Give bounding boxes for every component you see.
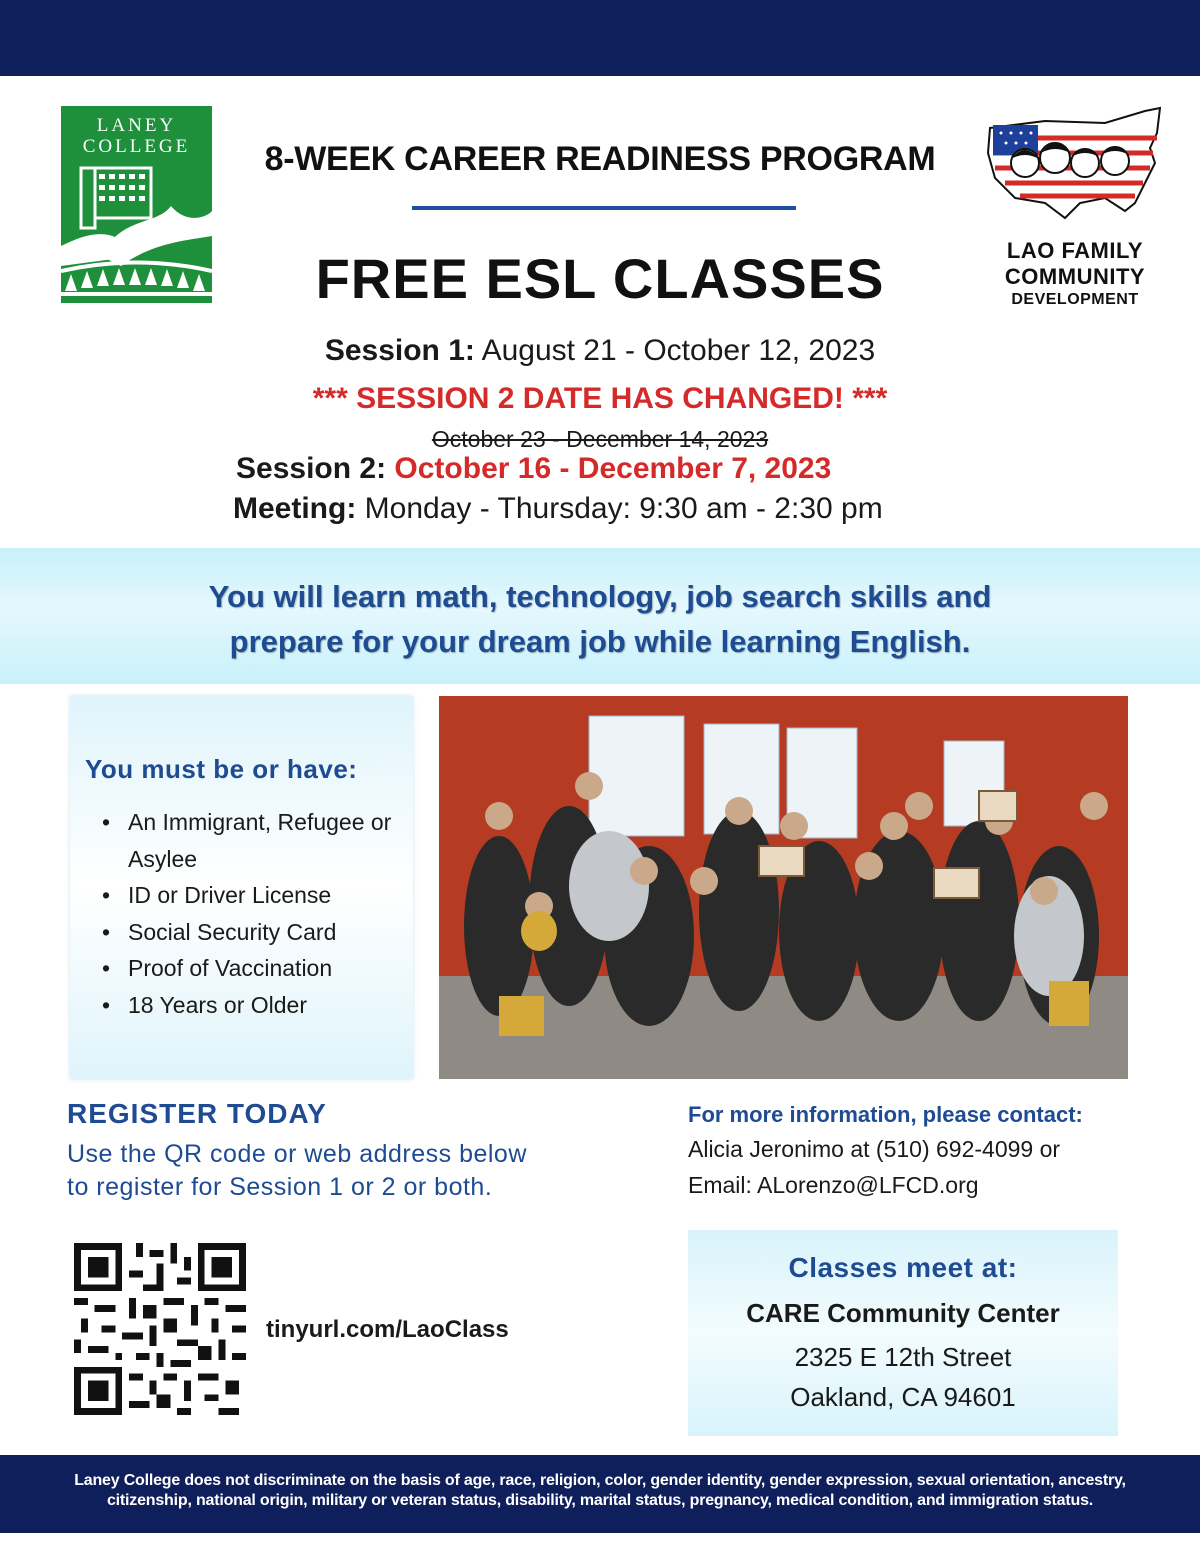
- contact-email[interactable]: Email: ALorenzo@LFCD.org: [688, 1172, 979, 1198]
- session2-change-notice: *** SESSION 2 DATE HAS CHANGED! ***: [312, 382, 888, 415]
- top-bar: [0, 0, 1200, 76]
- session2-dates: October 16 - December 7, 2023: [394, 452, 832, 485]
- banner-line2: prepare for your dream job while learning English.: [229, 624, 971, 659]
- session1-line: [0, 334, 1200, 368]
- session2-line: [236, 452, 831, 486]
- title-divider: [412, 206, 796, 210]
- register-line2: to register for Session 1 or 2 or both.: [67, 1173, 493, 1201]
- banner-line1: You will learn math, technology, job search skills and: [208, 579, 992, 614]
- meeting-time: Monday - Thursday: 9:30 am - 2:30 pm: [364, 492, 883, 525]
- register-instructions: [67, 1138, 627, 1204]
- location-name: CARE Community Center: [746, 1298, 1060, 1328]
- session1-dates: August 21 - October 12, 2023: [481, 334, 876, 367]
- location-city: Oakland, CA 94601: [790, 1382, 1016, 1412]
- laney-building-icon: [61, 106, 212, 303]
- meeting-line: [233, 492, 883, 526]
- banner-text: [100, 574, 1100, 664]
- footer-line1: Laney College does not discriminate on the basis of age, race, religion, color, gender identity, gender expression, sexual orientation, ancestry,: [74, 1472, 1126, 1489]
- requirement-item: • An Immigrant, Refugee or Asylee: [100, 804, 410, 877]
- register-heading: REGISTER TODAY: [67, 1098, 327, 1129]
- program-title: 8-WEEK CAREER READINESS PROGRAM: [264, 140, 936, 178]
- laney-college-logo: [61, 106, 212, 303]
- location-street: 2325 E 12th Street: [794, 1342, 1012, 1372]
- footer-line2: citizenship, national origin, military or veteran status, disability, marital status, pregnancy, medical condition, and immigration status.: [106, 1492, 1094, 1509]
- meeting-label: Meeting:: [233, 492, 357, 525]
- laney-logo-line2: COLLEGE: [82, 136, 191, 157]
- requirement-item: • ID or Driver License: [100, 877, 410, 914]
- session1-label: Session 1:: [324, 334, 475, 367]
- qr-code-icon[interactable]: [74, 1243, 246, 1415]
- session2-label: Session 2:: [236, 452, 387, 485]
- old-session2-dates: October 23 - December 14, 2023: [431, 426, 769, 452]
- lfcd-logo-line1: LAO FAMILY: [1006, 238, 1144, 263]
- lao-family-map-icon: [985, 103, 1165, 223]
- requirement-item: • 18 Years or Older: [100, 987, 410, 1024]
- main-title: FREE ESL CLASSES: [315, 247, 885, 310]
- requirements-heading: You must be or have:: [85, 754, 358, 784]
- contact-phone: Alicia Jeronimo at (510) 692-4099 or: [688, 1136, 1061, 1162]
- nondiscrimination-statement: [60, 1471, 1140, 1511]
- contact-heading: For more information, please contact:: [688, 1102, 1083, 1127]
- register-line1: Use the QR code or web address below: [67, 1140, 527, 1168]
- laney-logo-line1: LANEY: [96, 115, 177, 136]
- requirements-list: [100, 804, 410, 1023]
- group-photo: [439, 696, 1128, 1079]
- lfcd-logo-line2: COMMUNITY: [1004, 264, 1146, 289]
- requirement-item: • Social Security Card: [100, 914, 410, 951]
- location-heading: Classes meet at:: [788, 1252, 1018, 1283]
- registration-url[interactable]: tinyurl.com/LaoClass: [266, 1316, 509, 1343]
- lfcd-logo-line3: DEVELOPMENT: [1011, 291, 1139, 308]
- requirement-item: • Proof of Vaccination: [100, 950, 410, 987]
